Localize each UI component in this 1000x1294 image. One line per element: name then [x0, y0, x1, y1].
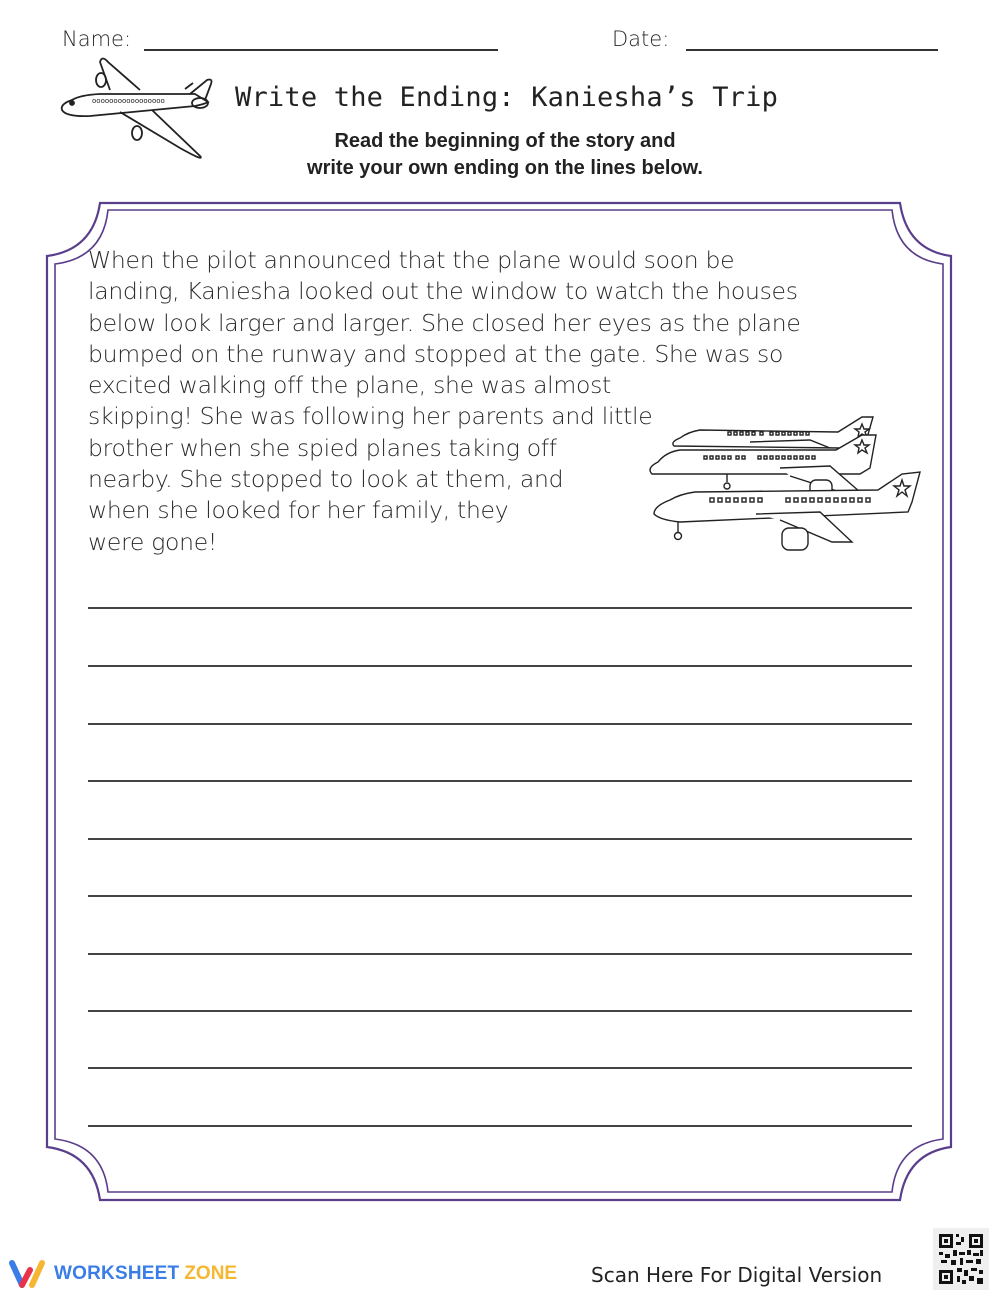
scan-text: Scan Here For Digital Version [591, 1263, 883, 1287]
story-line: landing, Kaniesha looked out the window to watch the houses [88, 277, 798, 306]
writing-line[interactable] [88, 1067, 912, 1069]
three-airplanes-illustration [640, 390, 930, 564]
story-line: nearby. She stopped to look at them, and [88, 465, 564, 494]
story-line: were gone! [88, 527, 218, 556]
writing-line[interactable] [88, 838, 912, 840]
story-line: skipping! She was following her parents and little [88, 402, 653, 431]
name-label: Name: [62, 27, 132, 51]
instructions-line-2: write your own ending on the lines below. [307, 157, 703, 179]
writing-line[interactable] [88, 895, 912, 897]
story-line: When the pilot announced that the plane would soon be [88, 246, 735, 274]
worksheet-title: Write the Ending: Kaniesha’s Trip [235, 82, 779, 113]
story-line: brother when she spied planes taking off [88, 433, 557, 462]
qr-code[interactable] [933, 1228, 989, 1290]
story-line: bumped on the runway and stopped at the gate. She was so [88, 339, 784, 368]
writing-line[interactable] [88, 723, 912, 725]
instructions-line-1: Read the beginning of the story and [334, 130, 676, 152]
date-label: Date: [612, 27, 670, 51]
worksheet-zone-logo[interactable] [8, 1258, 237, 1290]
brand-name-part1: WORKSHEET [54, 1263, 180, 1284]
writing-line[interactable] [88, 1010, 912, 1012]
svg-text:ooooooooooooooooo: ooooooooooooooooo [92, 97, 165, 105]
writing-line[interactable] [88, 607, 912, 609]
worksheet-zone-logo-icon [8, 1258, 48, 1290]
story-line: excited walking off the plane, she was almost [88, 371, 611, 400]
story-line: below look larger and larger. She closed her eyes as the plane [88, 308, 801, 337]
brand-name-part2: ZONE [184, 1263, 238, 1284]
writing-line[interactable] [88, 1125, 912, 1127]
writing-line[interactable] [88, 665, 912, 667]
writing-line[interactable] [88, 953, 912, 955]
writing-line[interactable] [88, 780, 912, 782]
story-line: when she looked for her family, they [88, 496, 509, 525]
